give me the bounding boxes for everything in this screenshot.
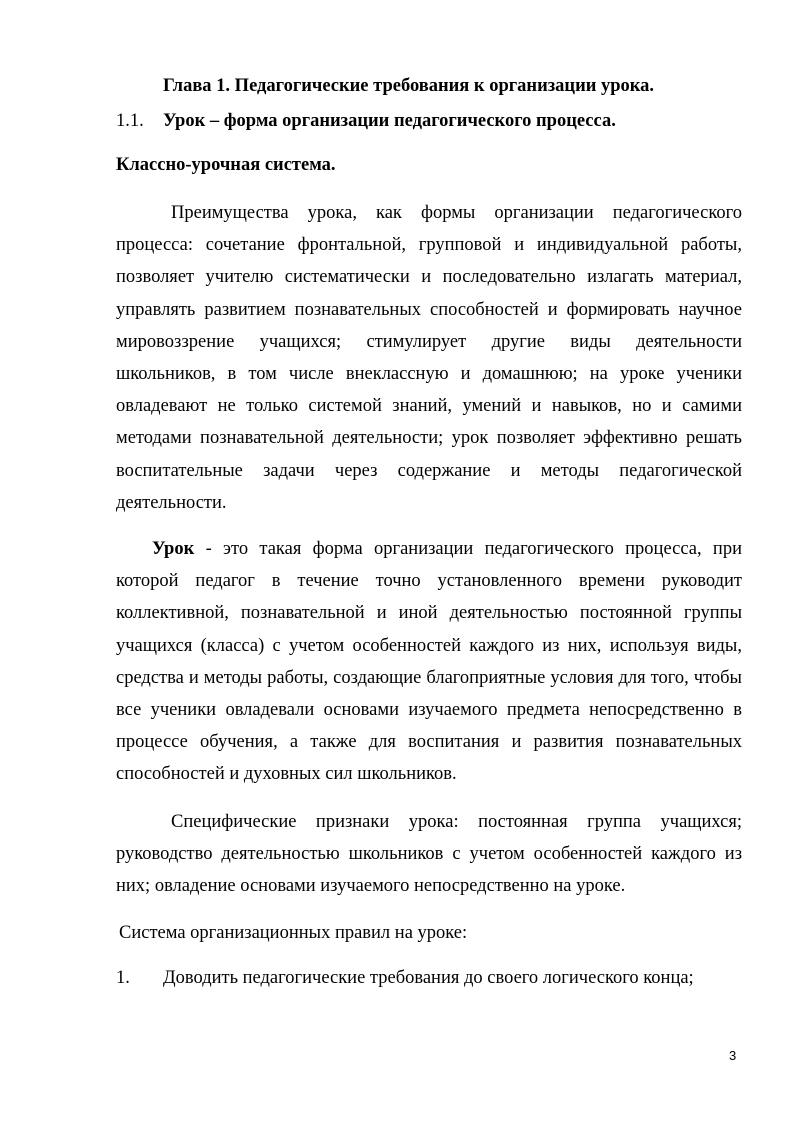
paragraph-definition: [116, 533, 742, 791]
paragraph-advantages: Преимущества урока, как формы организации педагогического процесса: сочетание фронтальной, групповой и индивидуальной работы, позволяет учителю систематически и последовательно излагать материал, управлять развитием познавательных способностей и формировать научное мировоззрение учащихся; стимулирует другие виды деятельности школьников, в том числе внеклассную и домашнюю; на уроке ученики овладевают не только системой знаний, умений и навыков, но и самими методами познавательной деятельности; урок позволяет эффективно решать воспитательные задачи через содержание и методы педагогической деятельности.: [116, 203, 742, 513]
page-number: 3: [729, 1048, 737, 1063]
chapter-title: Глава 1. Педагогические требования к организации урока.: [163, 76, 655, 96]
rules-intro: Система организационных правил на уроке:: [119, 923, 468, 943]
definition-text: - это такая форма организации педагогического процесса, при которой педагог в течение точно установленного времени руководит коллективной, познавательной и иной деятельностью постоянной группы учащихся (класса) с учетом особенностей каждого из них, используя виды, средства и методы работы, создающие благоприятные условия для того, чтобы все ученики овладевали основами изучаемого предмета непосредственно в процессе обучения, а также для воспитания и развития познавательных способностей и духовных сил школьников.: [116, 539, 742, 785]
list-item-text: Доводить педагогические требования до своего логического конца;: [163, 968, 694, 988]
section-number: 1.1.: [116, 111, 144, 131]
definition-term: Урок: [152, 539, 195, 559]
paragraph-features: Специфические признаки урока: постоянная группа учащихся; руководство деятельностью школьников с учетом особенностей каждого из них; овладение основами изучаемого непосредственно на уроке.: [116, 812, 742, 897]
list-item: [116, 968, 694, 989]
subheading: Классно-урочная система.: [116, 155, 336, 175]
section-heading: [116, 111, 616, 132]
section-title: Урок – форма организации педагогического процесса.: [163, 111, 616, 131]
list-item-number: 1.: [116, 968, 130, 988]
